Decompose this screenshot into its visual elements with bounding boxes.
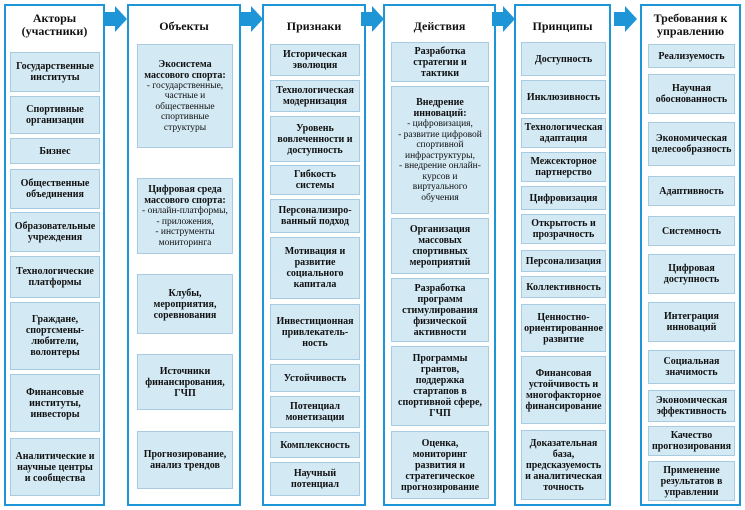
- box-text: Технологическая адаптация: [524, 122, 603, 144]
- box-text: Разработка программ стимулирования физической активности: [402, 282, 478, 338]
- column-actors: [4, 4, 105, 506]
- sign-box: [270, 116, 360, 162]
- sign-box: [270, 165, 360, 195]
- sign-box: [270, 80, 360, 112]
- sign-box: [270, 237, 360, 299]
- requirement-box: [648, 254, 735, 294]
- box-text: Технологическая модернизация: [276, 85, 354, 107]
- column-signs: [262, 4, 366, 506]
- box-text: Ценностно- ориентированное развитие: [524, 311, 603, 345]
- box-text: Персонализация: [525, 255, 602, 267]
- requirement-box: [648, 176, 735, 206]
- requirement-box: [648, 461, 735, 501]
- actor-box: [10, 302, 100, 370]
- requirement-box: [648, 74, 735, 114]
- principle-box: [521, 214, 606, 244]
- box-text: Прогнозирование, анализ трендов: [143, 449, 227, 471]
- actor-box: [10, 212, 100, 252]
- box-text: Социальная значимость: [663, 356, 720, 378]
- box-text: Открытость и прозрачность: [531, 218, 596, 240]
- box-text: Цифровизация: [529, 192, 598, 204]
- column-title: Акторы (участники): [21, 11, 88, 38]
- box-text: Уровень вовлеченности и доступность: [277, 122, 353, 156]
- requirement-box: [648, 216, 735, 246]
- column-title: Признаки: [286, 19, 342, 33]
- column-title: Требования к управлению: [653, 11, 728, 38]
- box-text: Технологические платформы: [16, 266, 94, 288]
- principle-box: [521, 430, 606, 500]
- sign-box: [270, 44, 360, 76]
- column-title: Объекты: [159, 19, 209, 33]
- box-text: Организация массовых спортивных мероприятий: [409, 224, 471, 268]
- arrow-right-icon: [492, 6, 516, 32]
- principle-box: [521, 356, 606, 424]
- box-text: Гибкость системы: [293, 169, 336, 191]
- action-box: [391, 42, 489, 82]
- principle-box: [521, 276, 606, 298]
- arrow-right-icon: [361, 6, 385, 32]
- box-text: Экосистема массового спорта:: [144, 58, 226, 81]
- sign-box: [270, 396, 360, 428]
- box-text: Доступность: [534, 53, 593, 65]
- box-text: Реализуемость: [658, 50, 725, 62]
- box-text: Качество прогнозирования: [651, 430, 732, 452]
- action-box: [391, 218, 489, 274]
- column-actions: [383, 4, 496, 506]
- box-text: Спортивные организации: [26, 104, 84, 126]
- column-principles: [514, 4, 611, 506]
- box-text: Потенциал монетизации: [285, 401, 345, 423]
- box-text: Комплексность: [280, 439, 350, 451]
- box-text: Бизнес: [39, 145, 71, 157]
- actor-box: [10, 256, 100, 298]
- actor-box: [10, 96, 100, 134]
- principle-box: [521, 80, 606, 114]
- object-box: [137, 431, 233, 489]
- requirement-box: [648, 350, 735, 384]
- box-subtext: - цифровизация, - развитие цифровой спортивной инфраструктуры, - внедрение онлайн- курсов и виртуального обучения: [398, 119, 482, 203]
- arrow-right-icon: [104, 6, 128, 32]
- box-text: Цифровая среда массового спорта:: [144, 184, 226, 206]
- column-title: Принципы: [532, 19, 593, 33]
- requirement-box: [648, 390, 735, 422]
- principle-box: [521, 304, 606, 352]
- box-text: Инвестиционная привлекатель- ность: [276, 315, 354, 349]
- box-text: Аналитические и научные центры и сообщества: [15, 450, 95, 484]
- box-text: Научная обоснованность: [655, 83, 728, 105]
- sign-box: [270, 199, 360, 233]
- object-box: [137, 274, 233, 334]
- box-text: Внедрение инноваций:: [413, 97, 467, 119]
- action-box: [391, 431, 489, 499]
- box-text: Экономическая целесообразность: [651, 133, 732, 155]
- action-box: [391, 346, 489, 426]
- principle-box: [521, 250, 606, 272]
- principle-box: [521, 42, 606, 76]
- box-text: Образовательные учреждения: [14, 221, 96, 243]
- arrow-right-icon: [240, 6, 264, 32]
- box-text: Программы грантов, поддержка стартапов в спортивной сфере, ГЧП: [398, 353, 482, 419]
- requirement-box: [648, 44, 735, 68]
- requirement-box: [648, 426, 735, 456]
- box-text: Инклюзивность: [526, 91, 601, 103]
- sign-box: [270, 364, 360, 392]
- column-title: Действия: [413, 19, 466, 33]
- column-objects: [127, 4, 241, 506]
- box-subtext: - онлайн-платформы, - приложения, - инструменты мониторинга: [142, 206, 228, 248]
- box-text: Граждане, спортсмены- любители, волонтеры: [25, 314, 85, 358]
- box-text: Доказательная база, предсказуемость и аналитическая точность: [525, 437, 602, 493]
- column-requirements: [640, 4, 741, 506]
- arrow-right-icon: [614, 6, 638, 32]
- actor-box: [10, 169, 100, 209]
- box-subtext: - государственные, частные и общественные спортивные структуры: [146, 80, 224, 133]
- box-text: Историческая эволюция: [283, 49, 347, 71]
- action-box: [391, 86, 489, 214]
- box-text: Межсекторное партнерство: [530, 156, 597, 178]
- box-text: Адаптивность: [659, 185, 724, 197]
- principle-box: [521, 118, 606, 148]
- box-text: Мотивация и развитие социального капитала: [284, 246, 346, 290]
- principle-box: [521, 152, 606, 182]
- box-text: Интеграция инноваций: [664, 311, 719, 333]
- sign-box: [270, 432, 360, 458]
- actor-box: [10, 138, 100, 164]
- action-box: [391, 278, 489, 342]
- box-text: Оценка, мониторинг развития и стратегическое прогнозирование: [400, 437, 480, 493]
- requirement-box: [648, 122, 735, 166]
- sign-box: [270, 462, 360, 496]
- actor-box: [10, 374, 100, 432]
- box-text: Научный потенциал: [291, 468, 339, 490]
- box-text: Источники финансирования, ГЧП: [145, 365, 225, 399]
- box-text: Финансовые институты, инвесторы: [26, 386, 84, 420]
- actor-box: [10, 52, 100, 92]
- object-box: [137, 178, 233, 254]
- actor-box: [10, 438, 100, 496]
- requirement-box: [648, 302, 735, 342]
- box-text: Системность: [662, 225, 721, 237]
- box-text: Общественные объединения: [20, 178, 90, 200]
- sign-box: [270, 304, 360, 360]
- box-text: Применение результатов в управлении: [660, 464, 723, 498]
- box-text: Финансовая устойчивость и многофакторное финансирование: [525, 368, 602, 412]
- box-text: Персонализиро- ванный подход: [278, 205, 352, 227]
- box-text: Коллективность: [526, 281, 601, 293]
- box-text: Устойчивость: [283, 372, 347, 384]
- box-text: Цифровая доступность: [663, 263, 720, 285]
- box-text: Разработка стратегии и тактики: [413, 45, 467, 79]
- box-text: Государственные институты: [16, 61, 94, 83]
- principle-box: [521, 186, 606, 210]
- box-text: Клубы, мероприятия, соревнования: [153, 287, 217, 321]
- object-box: [137, 354, 233, 410]
- object-box: [137, 44, 233, 148]
- box-text: Экономическая эффективность: [655, 395, 728, 417]
